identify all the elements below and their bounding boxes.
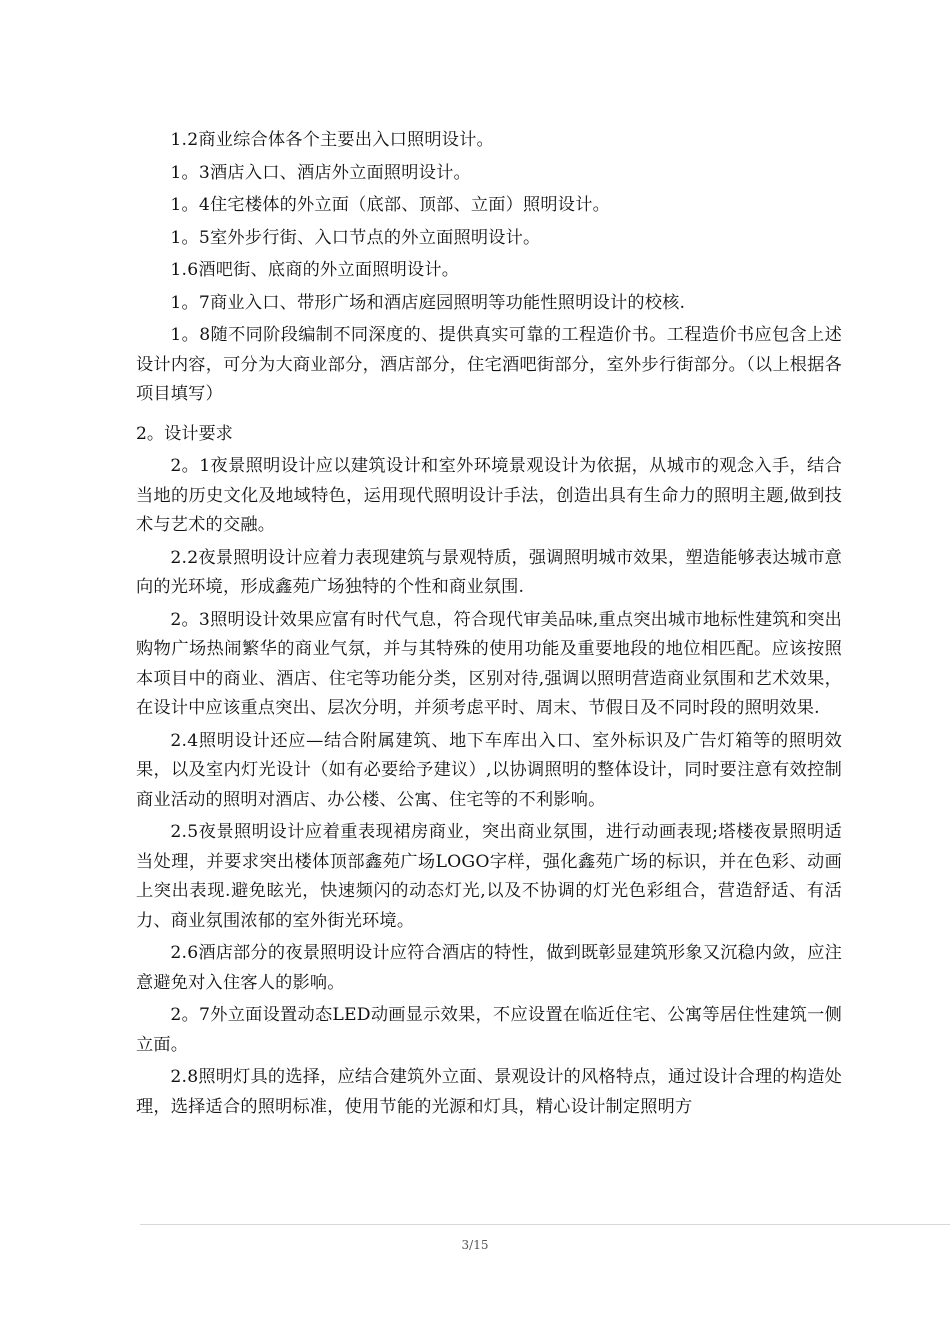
paragraph-2-7: 2。7外立面设置动态LED动画显示效果，不应设置在临近住宅、公寓等居住性建筑一侧立面。 [136,1005,842,1055]
paragraph-1-3: 1。3酒店入口、酒店外立面照明设计。 [170,162,471,183]
paragraph-1-4: 1。4住宅楼体的外立面（底部、顶部、立面）照明设计。 [170,195,610,215]
paragraph-2-6: 2.6酒店部分的夜景照明设计应符合酒店的特性，做到既彰显建筑形象又沉稳内敛，应注意避免对入住客人的影响。 [136,943,842,993]
section-heading: 2。设计要求 [136,423,233,444]
footer-divider [140,1224,950,1225]
paragraph-1-7: 1。7商业入口、带形广场和酒店庭园照明等功能性照明设计的校核. [170,292,686,313]
paragraph-1-2: 1.2商业综合体各个主要出入口照明设计。 [170,130,494,150]
paragraph-1-5: 1。5室外步行街、入口节点的外立面照明设计。 [170,227,541,248]
page-number: 3/15 [461,1238,489,1252]
paragraph-2-3: 2。3照明设计效果应富有时代气息，符合现代审美品味,重点突出城市地标性建筑和突出购物广场热闹繁华的商业气氛，并与其特殊的使用功能及重要地段的地位相匹配。应该按照本项目中的商业、酒店、住宅等功能分类，区别对待,强调以照明营造商业氛围和艺术效果，在设计中应该重点突出、层次分明，并须考虑平时、周末、节假日及不同时段的照明效果. [136,609,842,718]
paragraph-1-8: 1。8随不同阶段编制不同深度的、提供真实可靠的工程造价书。工程造价书应包含上述设计内容，可分为大商业部分，酒店部分，住宅酒吧街部分，室外步行街部分。（以上根据各项目填写） [136,325,842,404]
paragraph-2-1: 2。1夜景照明设计应以建筑设计和室外环境景观设计为依据，从城市的观念入手，结合当地的历史文化及地域特色，运用现代照明设计手法，创造出具有生命力的照明主题,做到技术与艺术的交融。 [136,456,842,535]
paragraph-2-2: 2.2夜景照明设计应着力表现建筑与景观特质，强调照明城市效果，塑造能够表达城市意向的光环境，形成鑫苑广场独特的个性和商业氛围. [136,547,842,597]
paragraph-2-4: 2.4照明设计还应—结合附属建筑、地下车库出入口、室外标识及广告灯箱等的照明效果，以及室内灯光设计（如有必要给予建议）,以协调照明的整体设计，同时要注意有效控制商业活动的照明对酒店、办公楼、公寓、住宅等的不利影响。 [136,730,842,810]
document-body [136,126,842,1125]
paragraph-1-6: 1.6酒吧街、底商的外立面照明设计。 [170,260,460,280]
paragraph-2-5: 2.5夜景照明设计应着重表现裙房商业，突出商业氛围，进行动画表现;塔楼夜景照明适当处理，并要求突出楼体顶部鑫苑广场LOGO字样，强化鑫苑广场的标识，并在色彩、动画上突出表现.避免眩光，快速频闪的动态灯光,以及不协调的灯光色彩组合，营造舒适、有活力、商业氛围浓郁的室外街光环境。 [136,822,842,931]
paragraph-2-8: 2.8照明灯具的选择，应结合建筑外立面、景观设计的风格特点，通过设计合理的构造处理，选择适合的照明标准，使用节能的光源和灯具，精心设计制定照明方 [136,1067,842,1117]
